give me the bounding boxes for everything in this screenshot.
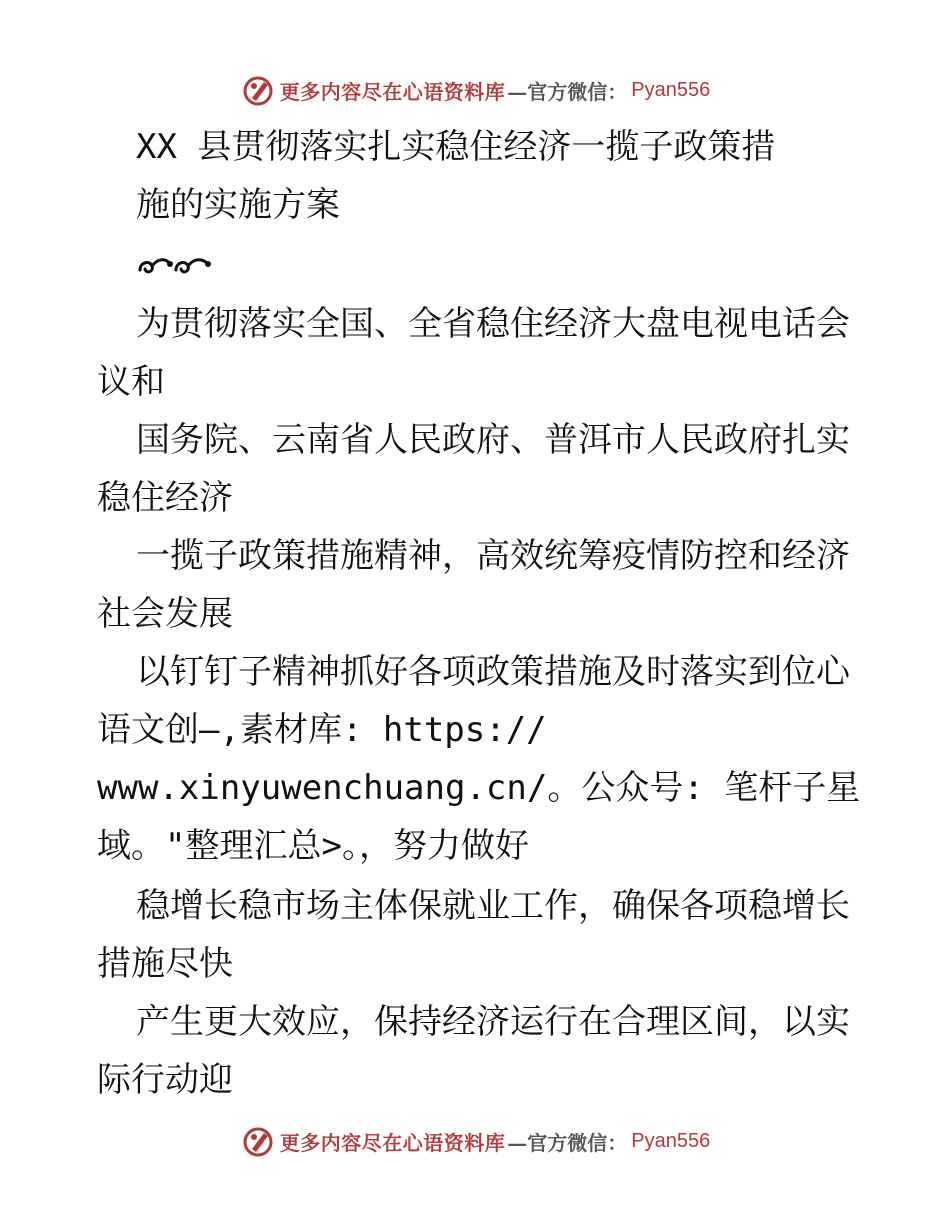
header-official-label: —官方微信：	[507, 79, 628, 104]
document-title-line-1: XX 县贯彻落实扎实稳住经济一揽子政策措	[136, 127, 776, 167]
decorative-swirl-icon	[136, 250, 212, 280]
header-banner	[0, 70, 950, 110]
body-line: 措施尽快	[97, 944, 233, 984]
body-line: 以钉钉子精神抓好各项政策措施及时落实到位心	[136, 652, 850, 692]
footer-brand-text: 更多内容尽在心语资料库	[279, 1130, 506, 1155]
body-line: 国务院、云南省人民政府、普洱市人民政府扎实	[136, 420, 850, 460]
body-line: 稳住经济	[97, 478, 233, 518]
body-line: 产生更大效应，保持经济运行在合理区间，以实	[136, 1002, 850, 1042]
body-line: 社会发展	[97, 594, 233, 634]
body-line: 语文创—,素材库: https://	[97, 710, 547, 750]
document-title-line-2: 施的实施方案	[136, 185, 340, 225]
body-line: 稳增长稳市场主体保就业工作，确保各项稳增长	[136, 886, 850, 926]
footer-official-label: —官方微信：	[507, 1130, 628, 1155]
body-line: 为贯彻落实全国、全省稳住经济大盘电视电话会	[136, 304, 850, 344]
body-line: 一揽子政策措施精神，高效统筹疫情防控和经济	[136, 536, 850, 576]
header-brand-text: 更多内容尽在心语资料库	[279, 79, 506, 104]
header-wechat-id: Pyan556	[631, 78, 711, 101]
footer-banner	[0, 1121, 950, 1161]
body-line: www.xinyuwenchuang.cn/。公众号: 笔杆子星	[97, 768, 861, 808]
pen-nib-logo-icon	[240, 1123, 276, 1159]
body-line: 际行动迎	[97, 1060, 233, 1100]
body-line: 域。"整理汇总>。，努力做好	[97, 826, 529, 866]
body-line: 议和	[97, 362, 165, 402]
footer-wechat-id: Pyan556	[631, 1129, 711, 1152]
pen-nib-logo-icon	[240, 72, 276, 108]
